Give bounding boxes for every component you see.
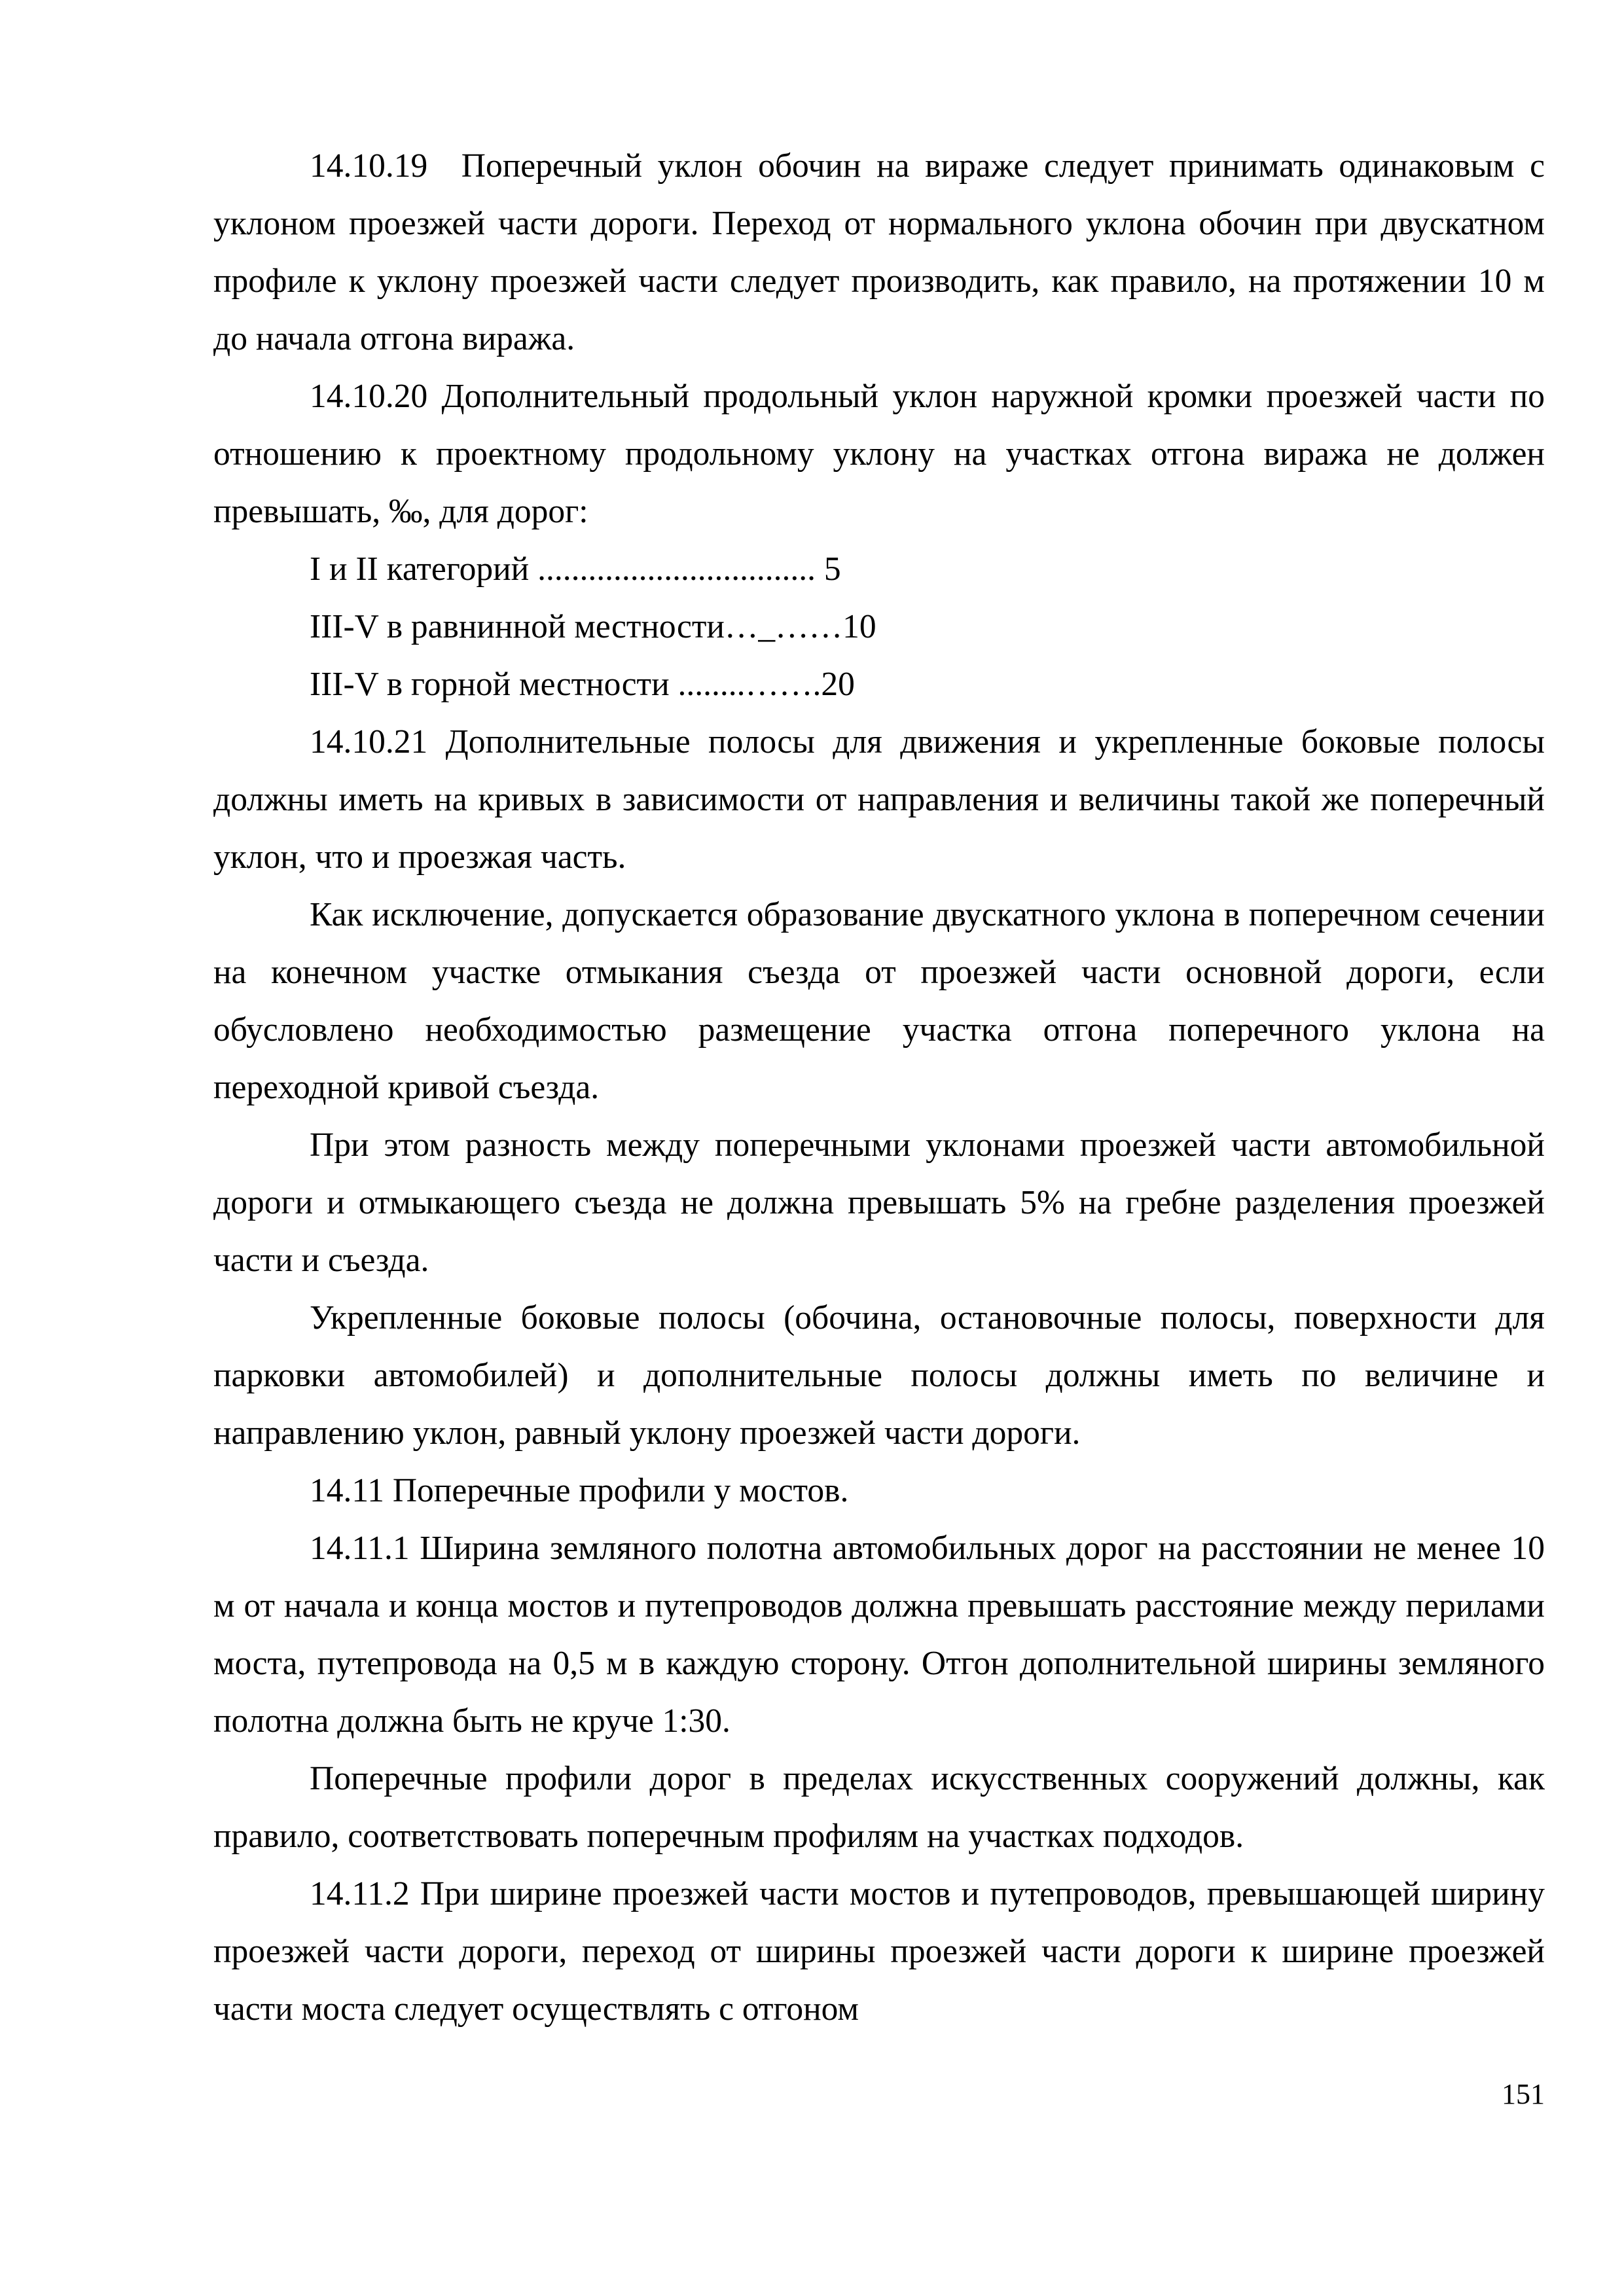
slope-item-category-1-2: I и II категорий ................................. 5 <box>310 550 841 588</box>
page-body <box>213 137 1545 2038</box>
paragraph-14-10-20: 14.10.20 Дополнительный продольный уклон наружной кромки проезжей части по отношению к проектному продольному уклону на участках отгона виража не должен превышать, ‰, для дорог: <box>213 378 1545 530</box>
section-heading-14-11: 14.11 Поперечные профили у мостов. <box>310 1472 849 1509</box>
page-number: 151 <box>1502 2078 1545 2110</box>
slope-item-mountain-terrain: III-V в горной местности ........…….20 <box>310 666 855 703</box>
slope-item-plain-terrain: III-V в равнинной местности…_……10 <box>310 608 876 645</box>
paragraph-slope-difference: При этом разность между поперечными уклонами проезжей части автомобильной дороги и отмыкающего съезда не должна превышать 5% на гребне разделения проезжей части и съезда. <box>213 1126 1545 1279</box>
paragraph-cross-profiles: Поперечные профили дорог в пределах искусственных сооружений должны, как правило, соответствовать поперечным профилям на участках подходов. <box>213 1760 1545 1855</box>
paragraph-14-11-2: 14.11.2 При ширине проезжей части мостов и путепроводов, превышающей ширину проезжей части дороги, переход от ширины проезжей части дороги к ширине проезжей части моста следует осуществлять с отгоном <box>213 1875 1545 2028</box>
paragraph-reinforced-lanes: Укрепленные боковые полосы (обочина, остановочные полосы, поверхности для парковки автомобилей) и дополнительные полосы должны иметь по величине и направлению уклон, равный уклону проезжей части дороги. <box>213 1299 1545 1452</box>
paragraph-exception: Как исключение, допускается образование двускатного уклона в поперечном сечении на конечном участке отмыкания съезда от проезжей части основной дороги, если обусловлено необходимостью размещение участка отгона поперечного уклона на переходной кривой съезда. <box>213 896 1545 1106</box>
paragraph-14-10-19: 14.10.19 Поперечный уклон обочин на вираже следует принимать одинаковым с уклоном проезжей части дороги. Переход от нормального уклона обочин при двускатном профиле к уклону проезжей части следует производить, как правило, на протяжении 10 м до начала отгона виража. <box>213 147 1545 357</box>
paragraph-14-11-1: 14.11.1 Ширина земляного полотна автомобильных дорог на расстоянии не менее 10 м от начала и конца мостов и путепроводов должна превышать расстояние между перилами моста, путепровода на 0,5 м в каждую сторону. Отгон дополнительной ширины земляного полотна должна быть не круче 1:30. <box>213 1530 1545 1740</box>
paragraph-14-10-21: 14.10.21 Дополнительные полосы для движения и укрепленные боковые полосы должны иметь на кривых в зависимости от направления и величины такой же поперечный уклон, что и проезжая часть. <box>213 723 1545 876</box>
